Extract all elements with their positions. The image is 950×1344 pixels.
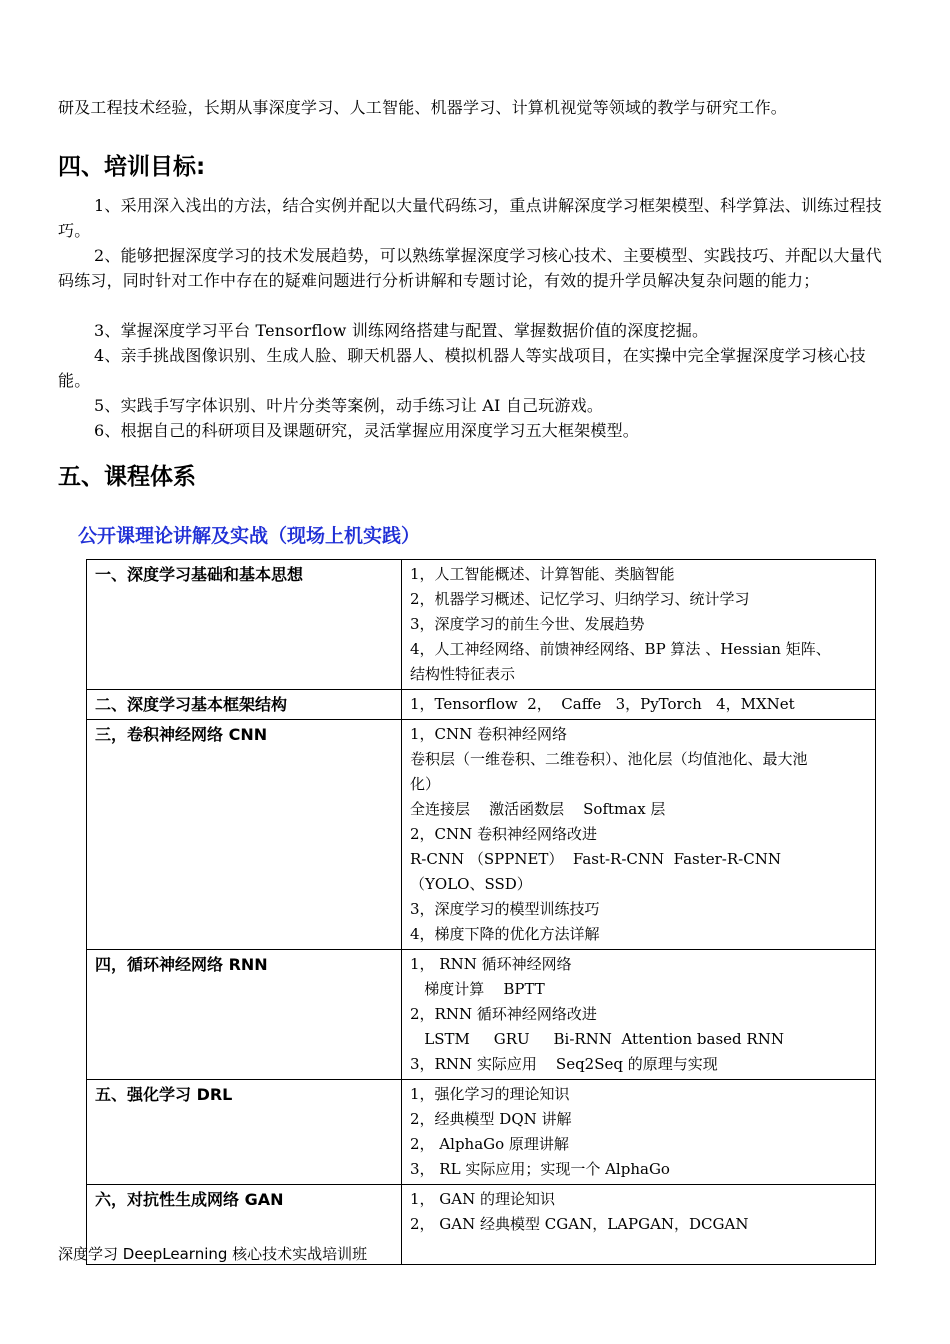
topic-line: 1， RNN 循环神经网络 bbox=[410, 955, 572, 973]
topic-line: 4，人工神经网络、前馈神经网络、BP 算法 、Hessian 矩阵、 bbox=[410, 640, 831, 658]
goal-item-6: 6、根据自己的科研项目及课题研究，灵活掌握应用深度学习五大框架模型。 bbox=[94, 421, 639, 440]
intro-paragraph: 研及工程技术经验，长期从事深度学习、人工智能、机器学习、计算机视觉等领域的教学与研究工作。 bbox=[58, 98, 788, 117]
topic-line: 3， RL 实际应用；实现一个 AlphaGo bbox=[410, 1160, 670, 1178]
topic-line: 1，CNN 卷积神经网络 bbox=[410, 725, 568, 743]
table-row bbox=[87, 1080, 876, 1185]
topic-line: 2，机器学习概述、记忆学习、归纳学习、统计学习 bbox=[410, 590, 750, 608]
topic-line: LSTM GRU Bi-RNN Attention based RNN bbox=[410, 1030, 784, 1048]
table-row bbox=[87, 950, 876, 1080]
module-title: 六，对抗性生成网络 GAN bbox=[87, 1185, 402, 1265]
topic-line: 化） bbox=[410, 775, 441, 793]
topic-line: 卷积层（一维卷积、二维卷积）、池化层（均值池化、最大池 bbox=[410, 750, 808, 768]
section-heading-curriculum: 五、课程体系 bbox=[58, 464, 196, 490]
topic-line: 2，RNN 循环神经网络改进 bbox=[410, 1005, 597, 1023]
goal-item-3: 3、掌握深度学习平台 Tensorflow 训练网络搭建与配置、掌握数据价值的深度挖掘。 bbox=[94, 321, 709, 340]
topic-line: 2， AlphaGo 原理讲解 bbox=[410, 1135, 569, 1153]
topic-line: 2， GAN 经典模型 CGAN，LAPGAN，DCGAN bbox=[410, 1215, 749, 1233]
topic-line: 1，人工智能概述、计算智能、类脑智能 bbox=[410, 565, 675, 583]
module-topics bbox=[402, 690, 876, 720]
topic-line: 1， GAN 的理论知识 bbox=[410, 1190, 556, 1208]
topic-line: 3，RNN 实际应用 Seq2Seq 的原理与实现 bbox=[410, 1055, 718, 1073]
page-footer: 深度学习 DeepLearning 核心技术实战培训班 bbox=[58, 1245, 368, 1263]
topic-line: （YOLO、SSD） bbox=[410, 875, 532, 893]
curriculum-subheading: 公开课理论讲解及实战（现场上机实践） bbox=[78, 525, 421, 547]
topic-line: 3，深度学习的前生今世、发展趋势 bbox=[410, 615, 645, 633]
module-topics bbox=[402, 950, 876, 1080]
topic-line: R-CNN （SPPNET） Fast-R-CNN Faster-R-CNN bbox=[410, 850, 781, 868]
module-title: 三，卷积神经网络 CNN bbox=[87, 720, 402, 950]
topic-line: 1，强化学习的理论知识 bbox=[410, 1085, 570, 1103]
topic-line: 结构性特征表示 bbox=[410, 665, 516, 683]
module-title: 二、深度学习基本框架结构 bbox=[87, 690, 402, 720]
table-row bbox=[87, 560, 876, 690]
module-topics bbox=[402, 720, 876, 950]
topic-line: 4，梯度下降的优化方法详解 bbox=[410, 925, 600, 943]
module-topics bbox=[402, 1185, 876, 1265]
module-title: 五、强化学习 DRL bbox=[87, 1080, 402, 1185]
topic-line: 梯度计算 BPTT bbox=[410, 980, 545, 998]
goal-item-1: 1、采用深入浅出的方法，结合实例并配以大量代码练习，重点讲解深度学习框架模型、科学算法、训练过程技巧。 bbox=[58, 196, 882, 240]
goal-item-4: 4、亲手挑战图像识别、生成人脸、聊天机器人、模拟机器人等实战项目，在实操中完全掌握深度学习核心技能。 bbox=[58, 346, 866, 390]
module-title: 四，循环神经网络 RNN bbox=[87, 950, 402, 1080]
module-topics bbox=[402, 1080, 876, 1185]
topic-line: 全连接层 激活函数层 Softmax 层 bbox=[410, 800, 666, 818]
topic-line: 3，深度学习的模型训练技巧 bbox=[410, 900, 600, 918]
module-title: 一、深度学习基础和基本思想 bbox=[87, 560, 402, 690]
section-heading-training-goals: 四、培训目标: bbox=[58, 154, 206, 180]
curriculum-table bbox=[86, 559, 876, 1265]
goal-item-5: 5、实践手写字体识别、叶片分类等案例，动手练习让 AI 自己玩游戏。 bbox=[94, 396, 604, 415]
topic-line bbox=[410, 1237, 869, 1262]
topic-line: 2，经典模型 DQN 讲解 bbox=[410, 1110, 572, 1128]
module-topics bbox=[402, 560, 876, 690]
topic-line: 2，CNN 卷积神经网络改进 bbox=[410, 825, 598, 843]
table-row bbox=[87, 690, 876, 720]
topic-line: 1，Tensorflow 2， Caffe 3，PyTorch 4，MXNet bbox=[410, 695, 795, 713]
table-row bbox=[87, 720, 876, 950]
goal-item-2: 2、能够把握深度学习的技术发展趋势，可以熟练掌握深度学习核心技术、主要模型、实践技巧、并配以大量代码练习，同时针对工作中存在的疑难问题进行分析讲解和专题讨论，有效的提升学员解决复杂问题的能力； bbox=[58, 246, 882, 290]
